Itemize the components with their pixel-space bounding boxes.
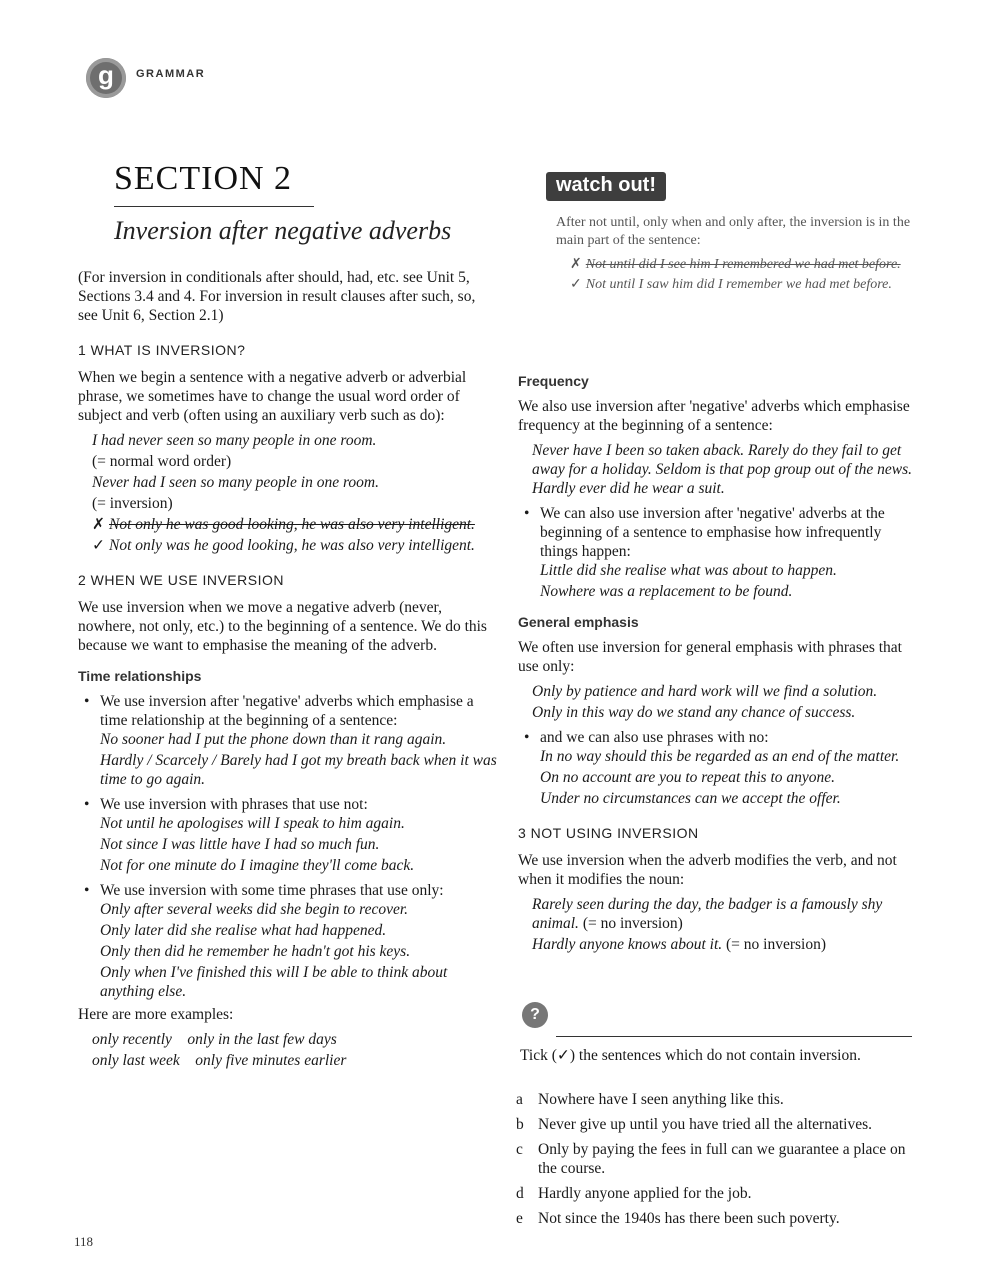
watch-out-badge: watch out! xyxy=(546,172,666,201)
s1-right-text: Not only was he good looking, he was also very intelligent. xyxy=(109,537,475,554)
watch-wrong-example xyxy=(570,256,916,274)
list-item xyxy=(516,1209,916,1228)
list-item xyxy=(516,1090,916,1109)
unit-letter: g xyxy=(98,60,114,90)
item-text: Only by paying the fees in full can we guarantee a place on the course. xyxy=(538,1141,906,1177)
watch-right-example xyxy=(570,276,916,294)
more-examples-1: only recently only in the last few days xyxy=(92,1031,337,1048)
s1-example-1: I had never seen so many people in one room. xyxy=(92,432,377,449)
cross-icon: ✗ xyxy=(92,516,105,533)
s2-bullet-2: • We use inversion with phrases that use not: xyxy=(100,796,368,813)
s3-example-2-note: (= no inversion) xyxy=(726,936,827,953)
s2-text: We use inversion when we move a negative adverb (never, nowhere, not only, etc.) to the beginning of a sentence. We do this because we want to emphasise the meaning of the adverb. xyxy=(78,599,487,654)
s2-b1-example-2: Hardly / Scarcely / Barely had I got my breath back when it was time to go again. xyxy=(100,752,497,788)
page-number: 118 xyxy=(74,1234,94,1249)
list-item xyxy=(518,504,918,601)
list-item xyxy=(518,728,918,808)
watch-out-text: After not until, only when and only after, the inversion is in the main part of the sentence: xyxy=(556,215,911,248)
item-letter: d xyxy=(516,1185,524,1202)
s2-b2-example-2: Not since I was little have I had so much fun. xyxy=(100,836,380,853)
s1-example-2: Never had I seen so many people in one room. xyxy=(92,474,379,491)
heading-not-using-inversion: 3 NOT USING INVERSION xyxy=(518,825,699,841)
heading-time-relationships: Time relationships xyxy=(78,668,202,684)
list-item xyxy=(516,1140,916,1178)
item-text: Hardly anyone applied for the job. xyxy=(538,1185,752,1202)
s2-b3-example-1: Only after several weeks did she begin to recover. xyxy=(100,901,409,918)
heading-when-we-use-inversion: 2 WHEN WE USE INVERSION xyxy=(78,572,284,588)
list-item xyxy=(516,1115,916,1134)
item-letter: c xyxy=(516,1141,523,1158)
general-example-2: Only in this way do we stand any chance of success. xyxy=(532,704,856,721)
s3-example-1 xyxy=(532,895,918,933)
more-examples-2: only last week only five minutes earlier xyxy=(92,1052,347,1069)
s2-b3-example-4: Only when I've finished this will I be able to think about anything else. xyxy=(100,964,448,1000)
s2-b2-example-1: Not until he apologises will I speak to him again. xyxy=(100,815,405,832)
section-subtitle: Inversion after negative adverbs xyxy=(114,216,452,245)
grammar-label: GRAMMAR xyxy=(136,68,206,80)
freq-b1-example-1: Little did she realise what was about to happen. xyxy=(540,562,837,579)
list-item xyxy=(78,692,498,789)
s2-b3-example-2: Only later did she realise what had happened. xyxy=(100,922,387,939)
freq-b1-example-2: Nowhere was a replacement to be found. xyxy=(540,583,793,600)
right-column xyxy=(518,360,918,956)
section-title: SECTION 2 xyxy=(114,160,293,197)
s1-right-example xyxy=(92,536,498,555)
list-item xyxy=(516,1184,916,1203)
item-text: Nowhere have I seen anything like this. xyxy=(538,1091,784,1108)
s3-example-1-note: (= no inversion) xyxy=(582,915,683,932)
general-b1-example-3: Under no circumstances can we accept the offer. xyxy=(540,790,841,807)
general-bullet-1: • and we can also use phrases with no: xyxy=(540,729,769,746)
freq-examples: Never have I been so taken aback. Rarely do they fail to get away for a holiday. Seldom is that pop group out of the news. Hardly ever did he wear a suit. xyxy=(532,442,913,497)
item-letter: a xyxy=(516,1091,523,1108)
s3-example-1-text: Rarely seen during the day, the badger is a famously shy animal. xyxy=(532,896,883,932)
cross-icon: ✗ xyxy=(570,257,582,272)
freq-text: We also use inversion after 'negative' adverbs which emphasise frequency at the beginning of a sentence: xyxy=(518,398,910,434)
intro-note: (For inversion in conditionals after should, had, etc. see Unit 5, Sections 3.4 and 4. For inversion in result clauses after such, so, see Unit 6, Section 2.1) xyxy=(78,269,476,324)
s3-example-2 xyxy=(532,935,918,954)
watch-right-text: Not until I saw him did I remember we had met before. xyxy=(585,277,892,292)
item-text: Never give up until you have tried all the alternatives. xyxy=(538,1116,872,1133)
freq-bullet-1: • We can also use inversion after 'negative' adverbs at the beginning of a sentence to emphasise how infrequently things happen: xyxy=(540,505,885,560)
list-item xyxy=(78,795,498,875)
watch-out-body xyxy=(556,214,916,296)
s1-wrong-text: Not only he was good looking, he was also very intelligent. xyxy=(109,516,475,533)
s3-example-2-text: Hardly anyone knows about it. xyxy=(532,936,723,953)
general-example-1: Only by patience and hard work will we find a solution. xyxy=(532,683,878,700)
s1-text: When we begin a sentence with a negative adverb or adverbial phrase, we sometimes have to change the usual word order of subject and verb (often using an auxiliary verb such as do): xyxy=(78,369,467,424)
s2-b1-example-1: No sooner had I put the phone down than it rang again. xyxy=(100,731,447,748)
heading-what-is-inversion: 1 WHAT IS INVERSION? xyxy=(78,342,246,358)
unit-badge xyxy=(86,58,126,98)
s1-wrong-example xyxy=(92,515,498,534)
item-letter: b xyxy=(516,1116,524,1133)
general-b1-example-1: In no way should this be regarded as an end of the matter. xyxy=(540,748,900,765)
more-examples-label: Here are more examples: xyxy=(78,1006,234,1023)
s2-bullet-3: • We use inversion with some time phrases that use only: xyxy=(100,882,444,899)
exercise-list xyxy=(516,1090,916,1234)
heading-general-emphasis: General emphasis xyxy=(518,614,639,630)
s2-b2-example-3: Not for one minute do I imagine they'll come back. xyxy=(100,857,415,874)
item-text: Not since the 1940s has there been such poverty. xyxy=(538,1210,840,1227)
exercise-instruction: Tick (✓) the sentences which do not contain inversion. xyxy=(520,1047,861,1064)
check-icon: ✓ xyxy=(92,537,105,554)
s1-example-1-note: (= normal word order) xyxy=(92,453,232,470)
s1-example-2-note: (= inversion) xyxy=(92,495,173,512)
s2-bullet-1: • We use inversion after 'negative' adverbs which emphasise a time relationship at the beginning of a sentence: xyxy=(100,693,474,729)
general-text: We often use inversion for general emphasis with phrases that use only: xyxy=(518,639,902,675)
exercise-icon: ? xyxy=(522,1002,548,1028)
title-rule xyxy=(114,206,314,207)
check-icon: ✓ xyxy=(570,277,582,292)
general-b1-example-2: On no account are you to repeat this to anyone. xyxy=(540,769,836,786)
left-column xyxy=(78,268,498,1072)
item-letter: e xyxy=(516,1210,523,1227)
s2-b3-example-3: Only then did he remember he hadn't got his keys. xyxy=(100,943,411,960)
watch-wrong-text: Not until did I see him I remembered we had met before. xyxy=(585,257,901,272)
s3-text: We use inversion when the adverb modifies the verb, and not when it modifies the noun: xyxy=(518,852,897,888)
list-item xyxy=(78,881,498,1001)
exercise-rule xyxy=(556,1036,912,1037)
heading-frequency: Frequency xyxy=(518,373,589,389)
